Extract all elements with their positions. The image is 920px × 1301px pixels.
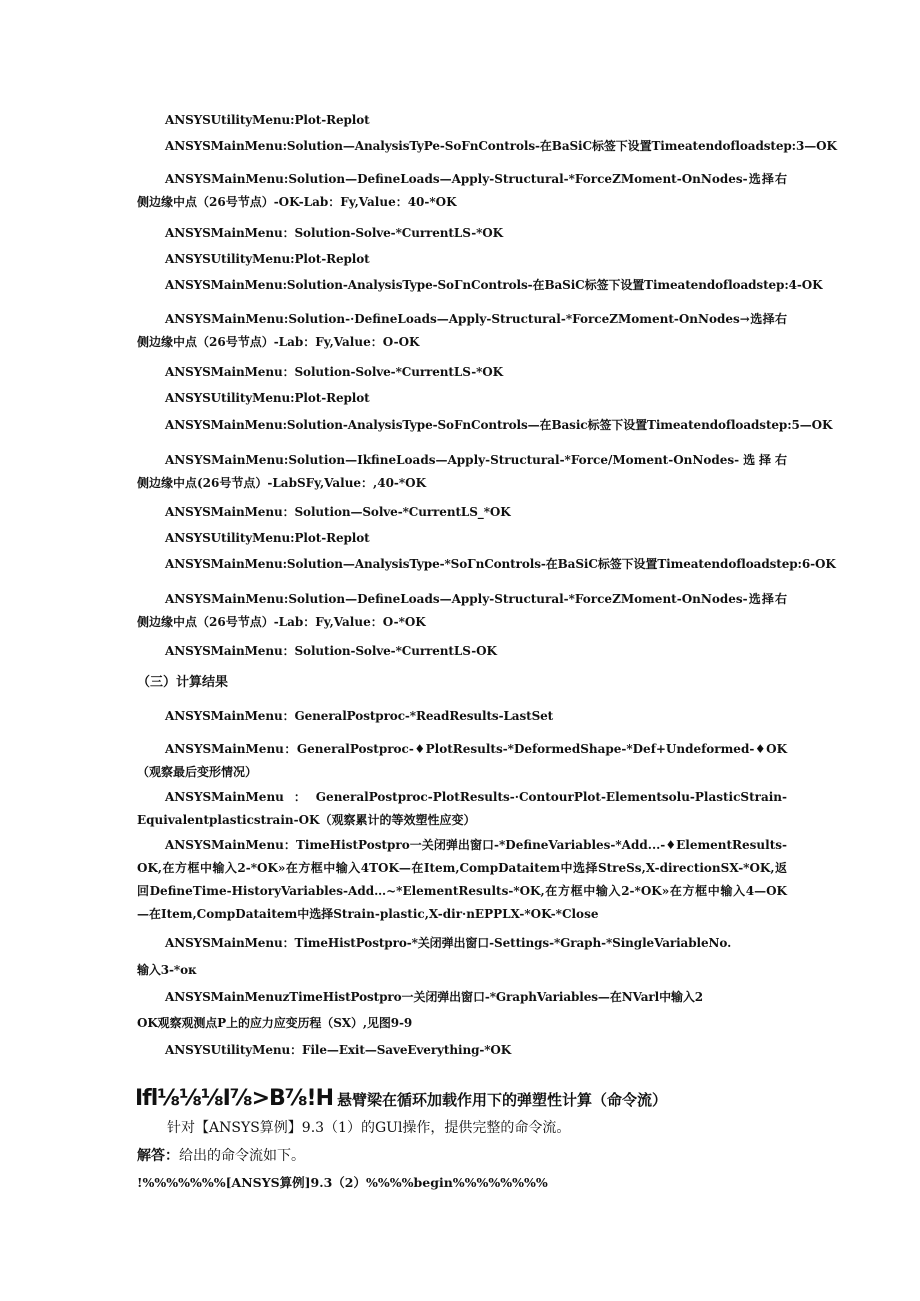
gui-step-line: ANSYSMainMenu：Solution—Solve-*CurrentLS_*OK <box>165 505 511 519</box>
result-step-line: ANSYSMainMenuzTimeHistPostpro一关闭弹出窗口-*GraphVariables—在NVarl中输入2 <box>165 990 704 1004</box>
gui-step-line: ANSYSMainMenu:Solution—AnalysisTyPe-SoFnControls-在BaSiC标签下设置Timeatendofloadstep:3—OK <box>165 139 837 153</box>
gui-step-paragraph: ANSYSMainMenu:Solution—IkfineLoads—Apply-Structural-*Force/Moment-OnNodes-选择右侧边缘中点(26号节点）-LabSFy,Value：,40-*OK <box>137 453 787 490</box>
answer-label: 解答： <box>137 1148 179 1164</box>
gui-step-line: ANSYSUtilityMenu:Plot-Replot <box>165 391 370 405</box>
heading-garbled-text: Ifl⅛⅛⅛I⅞>B⅞!H <box>135 1086 333 1111</box>
result-step-line: ANSYSUtilityMenu：File—Exit—SaveEverything-*OK <box>165 1043 512 1057</box>
gui-step-line: ANSYSUtilityMenu:Plot-Replot <box>165 531 370 545</box>
gui-step-line: ANSYSUtilityMenu:Plot-Replot <box>165 252 370 266</box>
result-step-line: ANSYSMainMenu：GeneralPostproc-*ReadResults-LastSet <box>165 709 554 723</box>
heading-title: 悬臂梁在循环加载作用下的弹塑性计算（命令流） <box>337 1091 668 1109</box>
intro-text: 针对【ANSYS算例】9.3（1）的GUl操作，提供完整的命令流。 <box>167 1120 571 1136</box>
section-title: （三）计算结果 <box>137 675 229 690</box>
gui-step-paragraph: ANSYSMainMenu:Solution—DefineLoads—Apply-Structural-*ForceZMoment-OnNodes-选择右侧边缘中点（26号节点）-Lab：Fy,Value：O-*OK <box>137 592 787 629</box>
gui-step-paragraph: ANSYSMainMenu:Solution-·DefineLoads—Apply-Structural-*ForceZMoment-OnNodes→选择右侧边缘中点（26号节点）-Lab：Fy,Value：O-OK <box>137 312 787 349</box>
result-step-line: 输入3-*oκ <box>137 963 197 977</box>
gui-step-line: ANSYSMainMenu：Solution-Solve-*CurrentLS-*OK <box>165 365 503 379</box>
example-heading <box>135 1086 667 1111</box>
gui-step-line: ANSYSMainMenu:Solution-AnalysisType-SoΓnControls-在BaSiC标签下设置Timeatendofloadstep:4-OK <box>165 278 823 292</box>
result-step-line: OK观察观测点P上的应力应变历程（SX）,见图9-9 <box>137 1016 413 1030</box>
result-step-paragraph: ANSYSMainMenu：TimeHistPostpro一关闭弹出窗口-*DefineVariables-*Add...-♦ElementResults-OK,在方框中输入2-*OK»在方框中输入4TOK—在Item,CompDataitem中选择StreSs,X-directionSX-*OK,返回DefineTime-HistoryVariables-Add…~*ElementResults-*OK,在方框中输入2-*OK»在方框中输入4—OK—在Item,CompDataitem中选择Strain-plastic,X-dir·nEPPLX-*OK-*Close <box>137 838 787 921</box>
gui-step-paragraph: ANSYSMainMenu:Solution—DefineLoads—Apply-Structural-*ForceZMoment-OnNodes-选择右侧边缘中点（26号节点）-OK-Lab：Fy,Value：40-*OK <box>137 172 787 209</box>
gui-step-line: ANSYSMainMenu:Solution—AnalysisType-*SoΓnControls-在BaSiC标签下设置Timeatendofloadstep:6-OK <box>165 557 836 571</box>
gui-step-line: ANSYSMainMenu:Solution-AnalysisType-SoFnControls—在Basic标签下设置Timeatendofloadstep:5—OK <box>165 418 833 432</box>
answer-text: 给出的命令流如下。 <box>179 1148 305 1164</box>
gui-step-line: ANSYSMainMenu：Solution-Solve-*CurrentLS-OK <box>165 644 497 658</box>
code-line: !%%%%%%%[ANSYS算例]9.3（2）%%%%begin%%%%%%%% <box>137 1175 548 1190</box>
gui-step-line: ANSYSUtilityMenu:Plot-Replot <box>165 113 370 127</box>
result-step-line: ANSYSMainMenu：TimeHistPostpro-*关闭弹出窗口-Settings-*Graph-*SingleVariableNo. <box>165 936 732 950</box>
answer-line <box>137 1146 305 1166</box>
result-step-paragraph: ANSYSMainMenu：GeneralPostproc-PlotResults-·ContourPlot-Elementsolu-PlasticStrain-Equivalentplasticstrain-OK（观察累计的等效塑性应变） <box>137 790 787 827</box>
gui-step-line: ANSYSMainMenu：Solution-Solve-*CurrentLS-*OK <box>165 226 503 240</box>
result-step-paragraph: ANSYSMainMenu：GeneralPostproc-♦PlotResults-*DeformedShape-*Def+Undeformed-♦OK（观察最后变形情况） <box>137 742 787 779</box>
